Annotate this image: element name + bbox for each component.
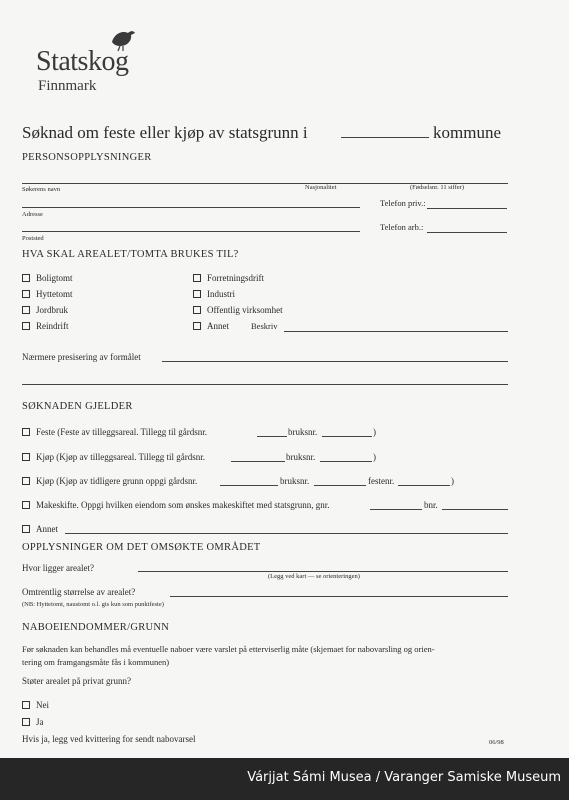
area-heading: OPPLYSNINGER OM DET OMSØKTE OMRÅDET: [22, 542, 261, 553]
option-kjop-tillegg[interactable]: Kjøp (Kjøp av tilleggsareal. Tillegg til gårdsnr.: [22, 452, 205, 462]
form-title-suffix: kommune: [433, 123, 501, 142]
personal-heading: PERSONSOPPLYSNINGER: [22, 152, 152, 163]
size-note: (NB: Hyttetomt, naustomt o.l. gis kun som punktfeste): [22, 601, 164, 608]
form-code: 06/98: [489, 739, 504, 746]
makeskifte-gnr-field[interactable]: [370, 509, 422, 510]
size-field[interactable]: [170, 596, 508, 597]
size-label: Omtrentlig størrelse av arealet?: [22, 587, 136, 597]
checkbox[interactable]: [193, 290, 201, 298]
checkbox[interactable]: [193, 306, 201, 314]
kjop-bruksnr-label: bruksnr.: [286, 452, 316, 462]
checkbox[interactable]: [22, 290, 30, 298]
usage-option-hyttetomt[interactable]: Hyttetomt: [22, 289, 73, 299]
map-note: (Legg ved kart — se orienteringen): [268, 573, 360, 580]
usage-option-jordbruk[interactable]: Jordbruk: [22, 305, 68, 315]
usage-option-offentlig[interactable]: Offentlig virksomhet: [193, 305, 283, 315]
usage-option-annet[interactable]: Annet: [193, 321, 229, 331]
tidligere-close-paren: ): [451, 476, 454, 486]
tidligere-festenr-label: festenr.: [368, 476, 395, 486]
purpose-field[interactable]: [162, 361, 508, 362]
phone-private-field[interactable]: [427, 208, 507, 209]
annet-field[interactable]: [65, 533, 508, 534]
tidligere-bruksnr-field[interactable]: [314, 485, 366, 486]
purpose-field-line2[interactable]: [22, 384, 508, 385]
location-label: Hvor ligger arealet?: [22, 563, 94, 573]
checkbox[interactable]: [22, 428, 30, 436]
describe-field[interactable]: [284, 331, 508, 332]
makeskifte-bnr-field[interactable]: [442, 509, 508, 510]
logo-region: Finnmark: [38, 78, 97, 94]
neighbours-heading: NABOEIENDOMMER/GRUNN: [22, 622, 170, 633]
purpose-label: Nærmere presisering av formålet: [22, 352, 141, 362]
tidligere-festenr-field[interactable]: [398, 485, 450, 486]
checkbox[interactable]: [22, 501, 30, 509]
usage-option-forretningsdrift[interactable]: Forretningsdrift: [193, 273, 264, 283]
receipt-note: Hvis ja, legg ved kvittering for sendt nabovarsel: [22, 734, 196, 744]
museum-credit-bar: [0, 758, 569, 800]
birth-number-label: (Fødselsnr. 11 siffer): [410, 184, 464, 191]
checkbox[interactable]: [193, 274, 201, 282]
checkbox[interactable]: [22, 701, 30, 709]
checkbox[interactable]: [22, 453, 30, 461]
postal-label: Poststed: [22, 235, 44, 242]
usage-option-boligtomt[interactable]: Boligtomt: [22, 273, 73, 283]
checkbox[interactable]: [22, 306, 30, 314]
checkbox[interactable]: [193, 322, 201, 330]
application-heading: SØKNADEN GJELDER: [22, 401, 133, 412]
address-field[interactable]: [22, 207, 360, 208]
option-kjop-tidligere[interactable]: Kjøp (Kjøp av tidligere grunn oppgi gårdsnr.: [22, 476, 197, 486]
neighbours-text-line2: tering om framgangsmåte fås i kommunen): [22, 657, 170, 667]
option-nei[interactable]: Nei: [22, 700, 49, 710]
feste-bruksnr-label: bruksnr.: [288, 427, 318, 437]
phone-work-field[interactable]: [427, 232, 507, 233]
location-field[interactable]: [138, 571, 508, 572]
checkbox[interactable]: [22, 322, 30, 330]
phone-work-label: Telefon arb.:: [380, 222, 424, 232]
kjop-gardsnr-field[interactable]: [231, 461, 285, 462]
option-feste[interactable]: Feste (Feste av tilleggsareal. Tillegg til gårdsnr.: [22, 427, 207, 437]
feste-bruksnr-field[interactable]: [322, 436, 372, 437]
option-makeskifte[interactable]: Makeskifte. Oppgi hvilken eiendom som ønskes makeskiftet med statsgrunn, gnr.: [22, 500, 329, 510]
tidligere-bruksnr-label: bruksnr.: [280, 476, 310, 486]
checkbox[interactable]: [22, 525, 30, 533]
logo-name: Statskog: [36, 46, 129, 77]
address-label: Adresse: [22, 211, 43, 218]
postal-field[interactable]: [22, 231, 360, 232]
option-annet[interactable]: Annet: [22, 524, 58, 534]
municipality-field[interactable]: [341, 137, 429, 138]
option-ja[interactable]: Ja: [22, 717, 44, 727]
makeskifte-bnr-label: bnr.: [424, 500, 438, 510]
checkbox[interactable]: [22, 477, 30, 485]
feste-close-paren: ): [373, 427, 376, 437]
name-label: Søkerens navn: [22, 186, 61, 193]
describe-label: Beskriv: [251, 321, 278, 331]
feste-gardsnr-field[interactable]: [257, 436, 287, 437]
neighbours-text-line1: Før søknaden kan behandles må eventuelle naboer være varslet på etterviserlig måte (skjemaet for nabovarsling og orien-: [22, 644, 435, 654]
tidligere-gardsnr-field[interactable]: [220, 485, 278, 486]
checkbox[interactable]: [22, 274, 30, 282]
form-title-prefix: Søknad om feste eller kjøp av statsgrunn i: [22, 123, 308, 142]
private-land-question: Støter arealet på privat grunn?: [22, 676, 131, 686]
nationality-label: Nasjonalitet: [305, 184, 337, 191]
kjop-bruksnr-field[interactable]: [320, 461, 372, 462]
checkbox[interactable]: [22, 718, 30, 726]
usage-option-industri[interactable]: Industri: [193, 289, 235, 299]
usage-option-reindrift[interactable]: Reindrift: [22, 321, 69, 331]
phone-private-label: Telefon priv.:: [380, 198, 426, 208]
museum-credit: Várjjat Sámi Musea / Varanger Samiske Museum: [247, 770, 561, 785]
kjop-close-paren: ): [373, 452, 376, 462]
usage-heading: HVA SKAL AREALET/TOMTA BRUKES TIL?: [22, 249, 239, 260]
